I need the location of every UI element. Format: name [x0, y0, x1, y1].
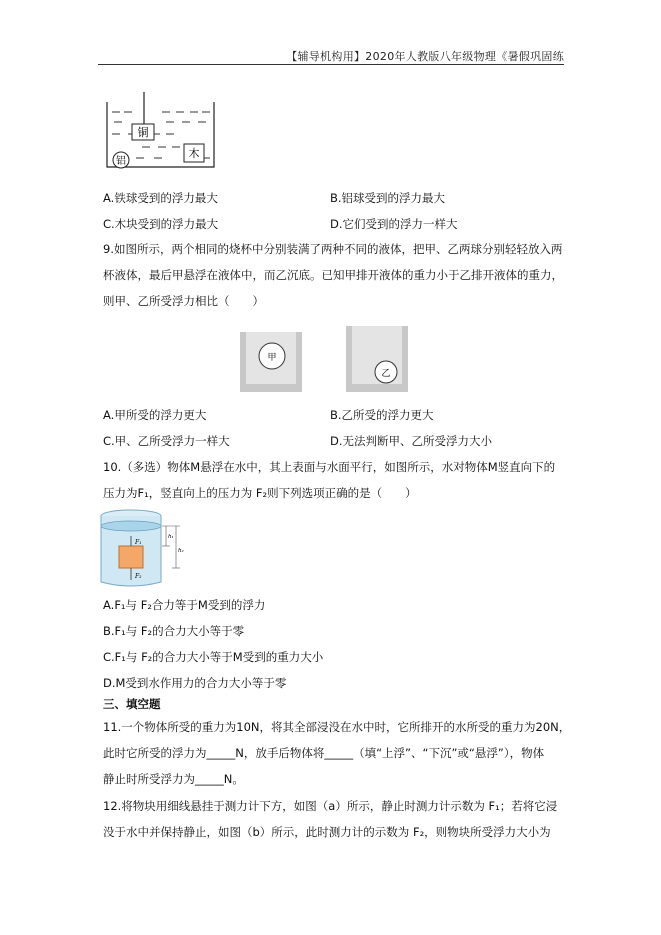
q9-option-c: C.甲、乙所受浮力一样大 [103, 434, 230, 448]
q10-option-a: A.F₁与 F₂合力等于M受到的浮力 [103, 598, 266, 612]
q11-text-line2: 此时它所受的浮力为_____N，放手后物体将_____（填“上浮”、“下沉”或“悬浮”），物体 [103, 746, 545, 760]
q12-text-line1: 12.将物块用细线悬挂于测力计下方，如图（a）所示，静止时测力计示数为 F₁；若将它浸 [103, 799, 558, 813]
q9-option-a: A.甲所受的浮力更大 [103, 408, 207, 422]
q9-option-b: B.乙所受的浮力更大 [330, 408, 434, 422]
q12-text-line2: 没于水中并保持静止，如图（b）所示，此时测力计的示数为 F₂，则物块所受浮力大小为 [103, 825, 551, 839]
page-header: 【辅导机构用】2020年人教版八年级物理《暑假巩固练 [286, 50, 564, 63]
force-f2-label: F₂ [135, 573, 142, 580]
q9-figure [236, 326, 426, 394]
label-aluminum: 铝 [116, 156, 126, 167]
q10-option-c: C.F₁与 F₂的合力大小等于M受到的重力大小 [103, 650, 324, 664]
q11-text-line1: 11.一个物体所受的重力为10N，将其全部浸没在水中时，它所排开的水所受的重力为20N， [103, 720, 571, 734]
q9-option-d: D.无法判断甲、乙所受浮力大小 [330, 434, 493, 448]
q8-option-c: C.木块受到的浮力最大 [103, 217, 219, 231]
q9-text-line2: 杯液体，最后甲悬浮在液体中，而乙沉底。已知甲排开液体的重力小于乙排开液体的重力， [103, 268, 563, 282]
q10-text-line2: 压力为F₁，竖直向上的压力为 F₂则下列选项正确的是（ ） [103, 486, 417, 500]
header-rule [98, 64, 564, 65]
section-title: 三、填空题 [103, 697, 161, 711]
ball-yi-label: 乙 [381, 369, 391, 379]
label-copper: 铜 [137, 126, 149, 139]
q11-text-line3: 静止时所受浮力为_____N。 [103, 772, 244, 786]
force-f1-label: F₁ [135, 539, 142, 546]
depth-h1-label: h₁ [168, 534, 174, 540]
q10-option-d: D.M受到水作用力的合力大小等于零 [103, 676, 287, 690]
q10-figure [98, 508, 198, 590]
ball-jia-label: 甲 [267, 353, 277, 363]
q9-text-line1: 9.如图所示，两个相同的烧杯中分别装满了两种不同的液体，把甲、乙两球分别轻轻放入两 [103, 242, 563, 256]
q8-option-a: A.铁球受到的浮力最大 [103, 191, 218, 205]
q9-text-line3: 则甲、乙所受浮力相比（ ） [103, 294, 264, 308]
q8-option-d: D.它们受到的浮力一样大 [330, 217, 458, 231]
q8-figure [102, 92, 222, 172]
label-wood: 木 [188, 147, 200, 160]
q10-option-b: B.F₁与 F₂的合力大小等于零 [103, 624, 245, 638]
q10-text-line1: 10.（多选）物体M悬浮在水中，其上表面与水面平行，如图所示，水对物体M竖直向下的 [103, 460, 556, 474]
depth-h2-label: h₂ [178, 548, 184, 554]
q8-option-b: B.铝球受到的浮力最大 [330, 191, 446, 205]
